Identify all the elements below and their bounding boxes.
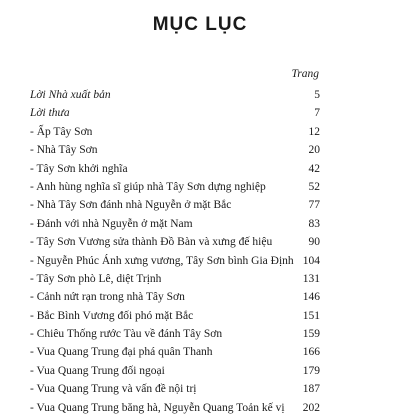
toc-entry [30, 270, 320, 288]
toc-entry [30, 123, 320, 141]
toc-entry [30, 178, 320, 196]
toc-entry [30, 288, 320, 306]
toc-entry [30, 141, 320, 159]
toc-entry-title: - Nhà Tây Sơn [30, 144, 98, 157]
toc-entry [30, 362, 320, 380]
toc-entry [30, 343, 320, 361]
toc-entry-page-number: 77 [308, 199, 320, 212]
toc-entry-page-number: 104 [302, 254, 320, 267]
toc-entry-page-number: 5 [314, 89, 320, 101]
toc-entry-page-number: 52 [308, 180, 320, 193]
toc-list [30, 86, 320, 417]
toc-entry-page-number: 83 [308, 217, 320, 230]
toc-entry-title: - Tây Sơn khởi nghĩa [30, 162, 128, 175]
toc-entry-title: - Vua Quang Trung và vấn đề nội trị [30, 383, 197, 396]
toc-entry-page-number: 202 [302, 401, 320, 414]
toc-entry [30, 196, 320, 214]
page-column-header: Trang [291, 68, 319, 80]
toc-entry-page-number: 90 [308, 236, 320, 249]
toc-entry [30, 215, 320, 233]
toc-entry-page-number: 159 [302, 328, 320, 341]
toc-entry [30, 104, 320, 122]
toc-entry [30, 380, 320, 398]
toc-entry [30, 233, 320, 251]
toc-entry-page-number: 7 [314, 107, 320, 120]
toc-entry-title: - Cảnh nứt rạn trong nhà Tây Sơn [30, 291, 185, 304]
toc-entry-page-number: 166 [302, 346, 320, 359]
toc-entry-page-number: 151 [302, 309, 320, 322]
toc-entry-page-number: 12 [308, 125, 320, 138]
toc-entry-page-number: 42 [308, 162, 320, 175]
toc-entry-title: - Nhà Tây Sơn đánh nhà Nguyễn ở mặt Bắc [30, 199, 232, 212]
toc-entry-page-number: 187 [302, 383, 320, 396]
toc-entry-title: - Bắc Bình Vương đối phó mặt Bắc [30, 309, 194, 322]
toc-entry-title: - Anh hùng nghĩa sĩ giúp nhà Tây Sơn dựng nghiệp [30, 180, 266, 193]
toc-entry-page-number: 20 [308, 144, 320, 157]
toc-entry [30, 86, 320, 104]
toc-entry-title: - Nguyễn Phúc Ánh xưng vương, Tây Sơn bình Gia Định [30, 254, 294, 267]
toc-entry-page-number: 131 [302, 272, 320, 285]
toc-entry-title: - Vua Quang Trung đại phá quân Thanh [30, 346, 213, 359]
toc-entry-title: - Vua Quang Trung băng hà, Nguyễn Quang Toản kế vị [30, 401, 285, 414]
toc-entry [30, 399, 320, 417]
toc-entry-title: - Chiêu Thống rước Tàu về đánh Tây Sơn [30, 328, 223, 341]
toc-entry-title: - Đánh với nhà Nguyễn ở mặt Nam [30, 217, 193, 230]
toc-entry-title: - Ấp Tây Sơn [30, 125, 93, 138]
toc-entry-title: - Tây Sơn Vương sửa thành Đồ Bàn và xưng đế hiệu [30, 236, 273, 249]
toc-entry-page-number: 146 [302, 291, 320, 304]
toc-entry-title: - Vua Quang Trung đối ngoại [30, 364, 165, 377]
toc-entry-title: Lời Nhà xuất bản [30, 89, 111, 101]
toc-entry-title: Lời thưa [30, 107, 70, 120]
toc-entry-title: - Tây Sơn phò Lê, diệt Trịnh [30, 272, 162, 285]
page-title: MỤC LỤC [152, 14, 248, 35]
toc-entry [30, 325, 320, 343]
toc-entry [30, 252, 320, 270]
toc-entry [30, 160, 320, 178]
toc-entry-page-number: 179 [302, 364, 320, 377]
toc-entry [30, 307, 320, 325]
